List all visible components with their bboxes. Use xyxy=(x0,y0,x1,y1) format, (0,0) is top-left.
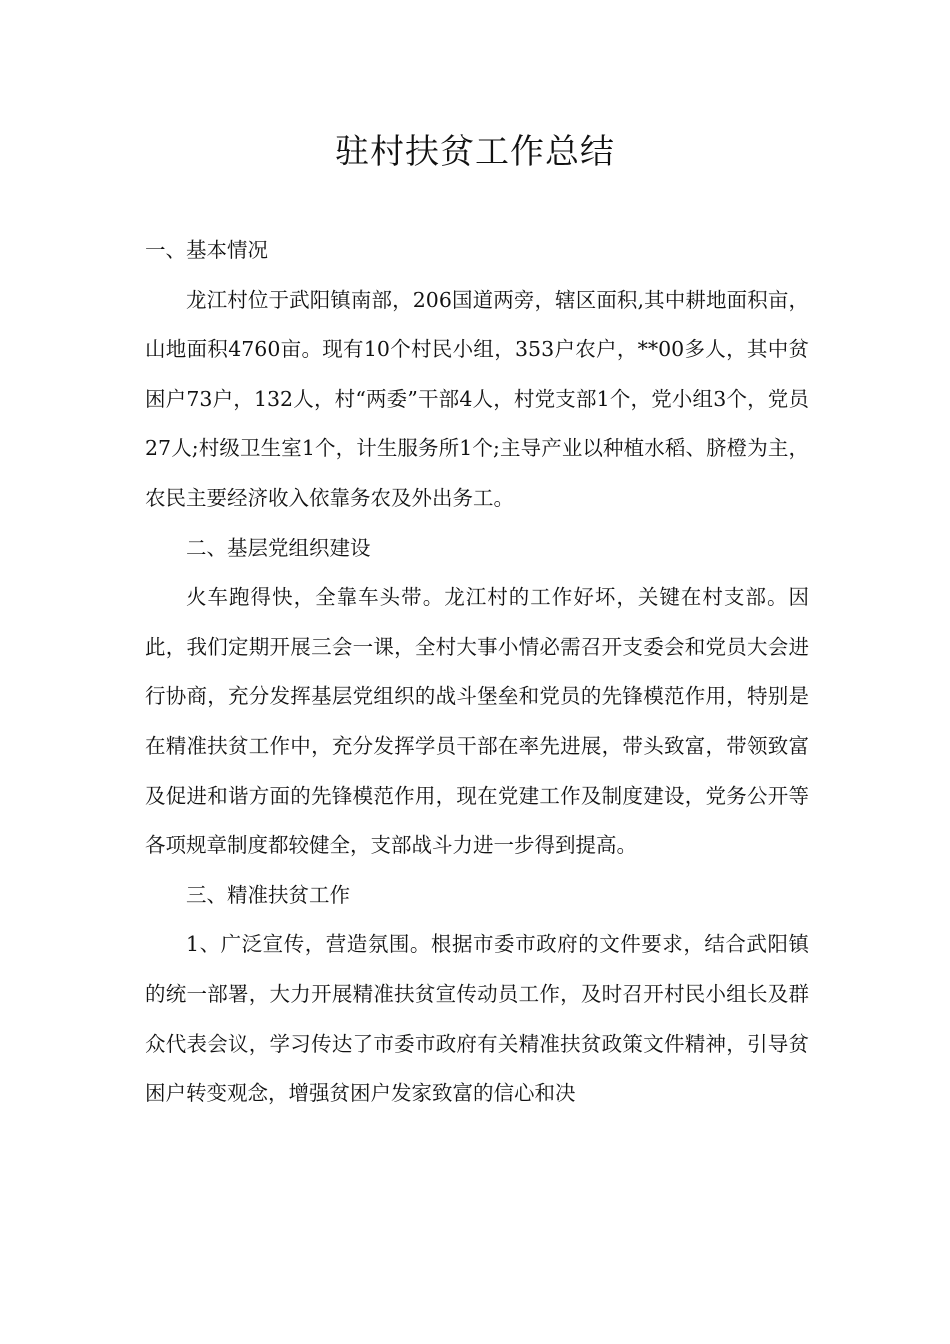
section-heading-poverty: 三、精准扶贫工作 xyxy=(186,882,350,907)
section-heading-party: 二、基层党组织建设 xyxy=(186,535,371,560)
paragraph-poverty: 1、广泛宣传，营造氛围。根据市委市政府的文件要求，结合武阳镇的统一部署，大力开展精准扶贫宣传动员工作，及时召开村民小组长及群众代表会议，学习传达了市委市政府有关精准扶贫政策文件精神，引导贫困户转变观念，增强贫困户发家致富的信心和决 xyxy=(145,932,809,1106)
paragraph-basic: 龙江村位于武阳镇南部，206国道两旁，辖区面积,其中耕地面积亩，山地面积4760亩。现有10个村民小组，353户农户，**00多人，其中贫困户73户，132人，村“两委”干部4人，村党支部1个，党小组3个，党员27人;村级卫生室1个，计生服务所1个;主导产业以种植水稻、脐橙为主，农民主要经济收入依靠务农及外出务工。 xyxy=(145,287,809,510)
document-title: 驻村扶贫工作总结 xyxy=(335,132,615,172)
document-body xyxy=(145,226,809,1119)
paragraph-party: 火车跑得快，全靠车头带。龙江村的工作好坏，关键在村支部。因此，我们定期开展三会一课，全村大事小情必需召开支委会和党员大会进行协商，充分发挥基层党组织的战斗堡垒和党员的先锋模范作用，特别是在精准扶贫工作中，充分发挥学员干部在率先进展，带头致富，带领致富及促进和谐方面的先锋模范作用，现在党建工作及制度建设，党务公开等各项规章制度都较健全，支部战斗力进一步得到提高。 xyxy=(145,585,809,858)
section-heading-basic: 一、基本情况 xyxy=(145,238,268,262)
